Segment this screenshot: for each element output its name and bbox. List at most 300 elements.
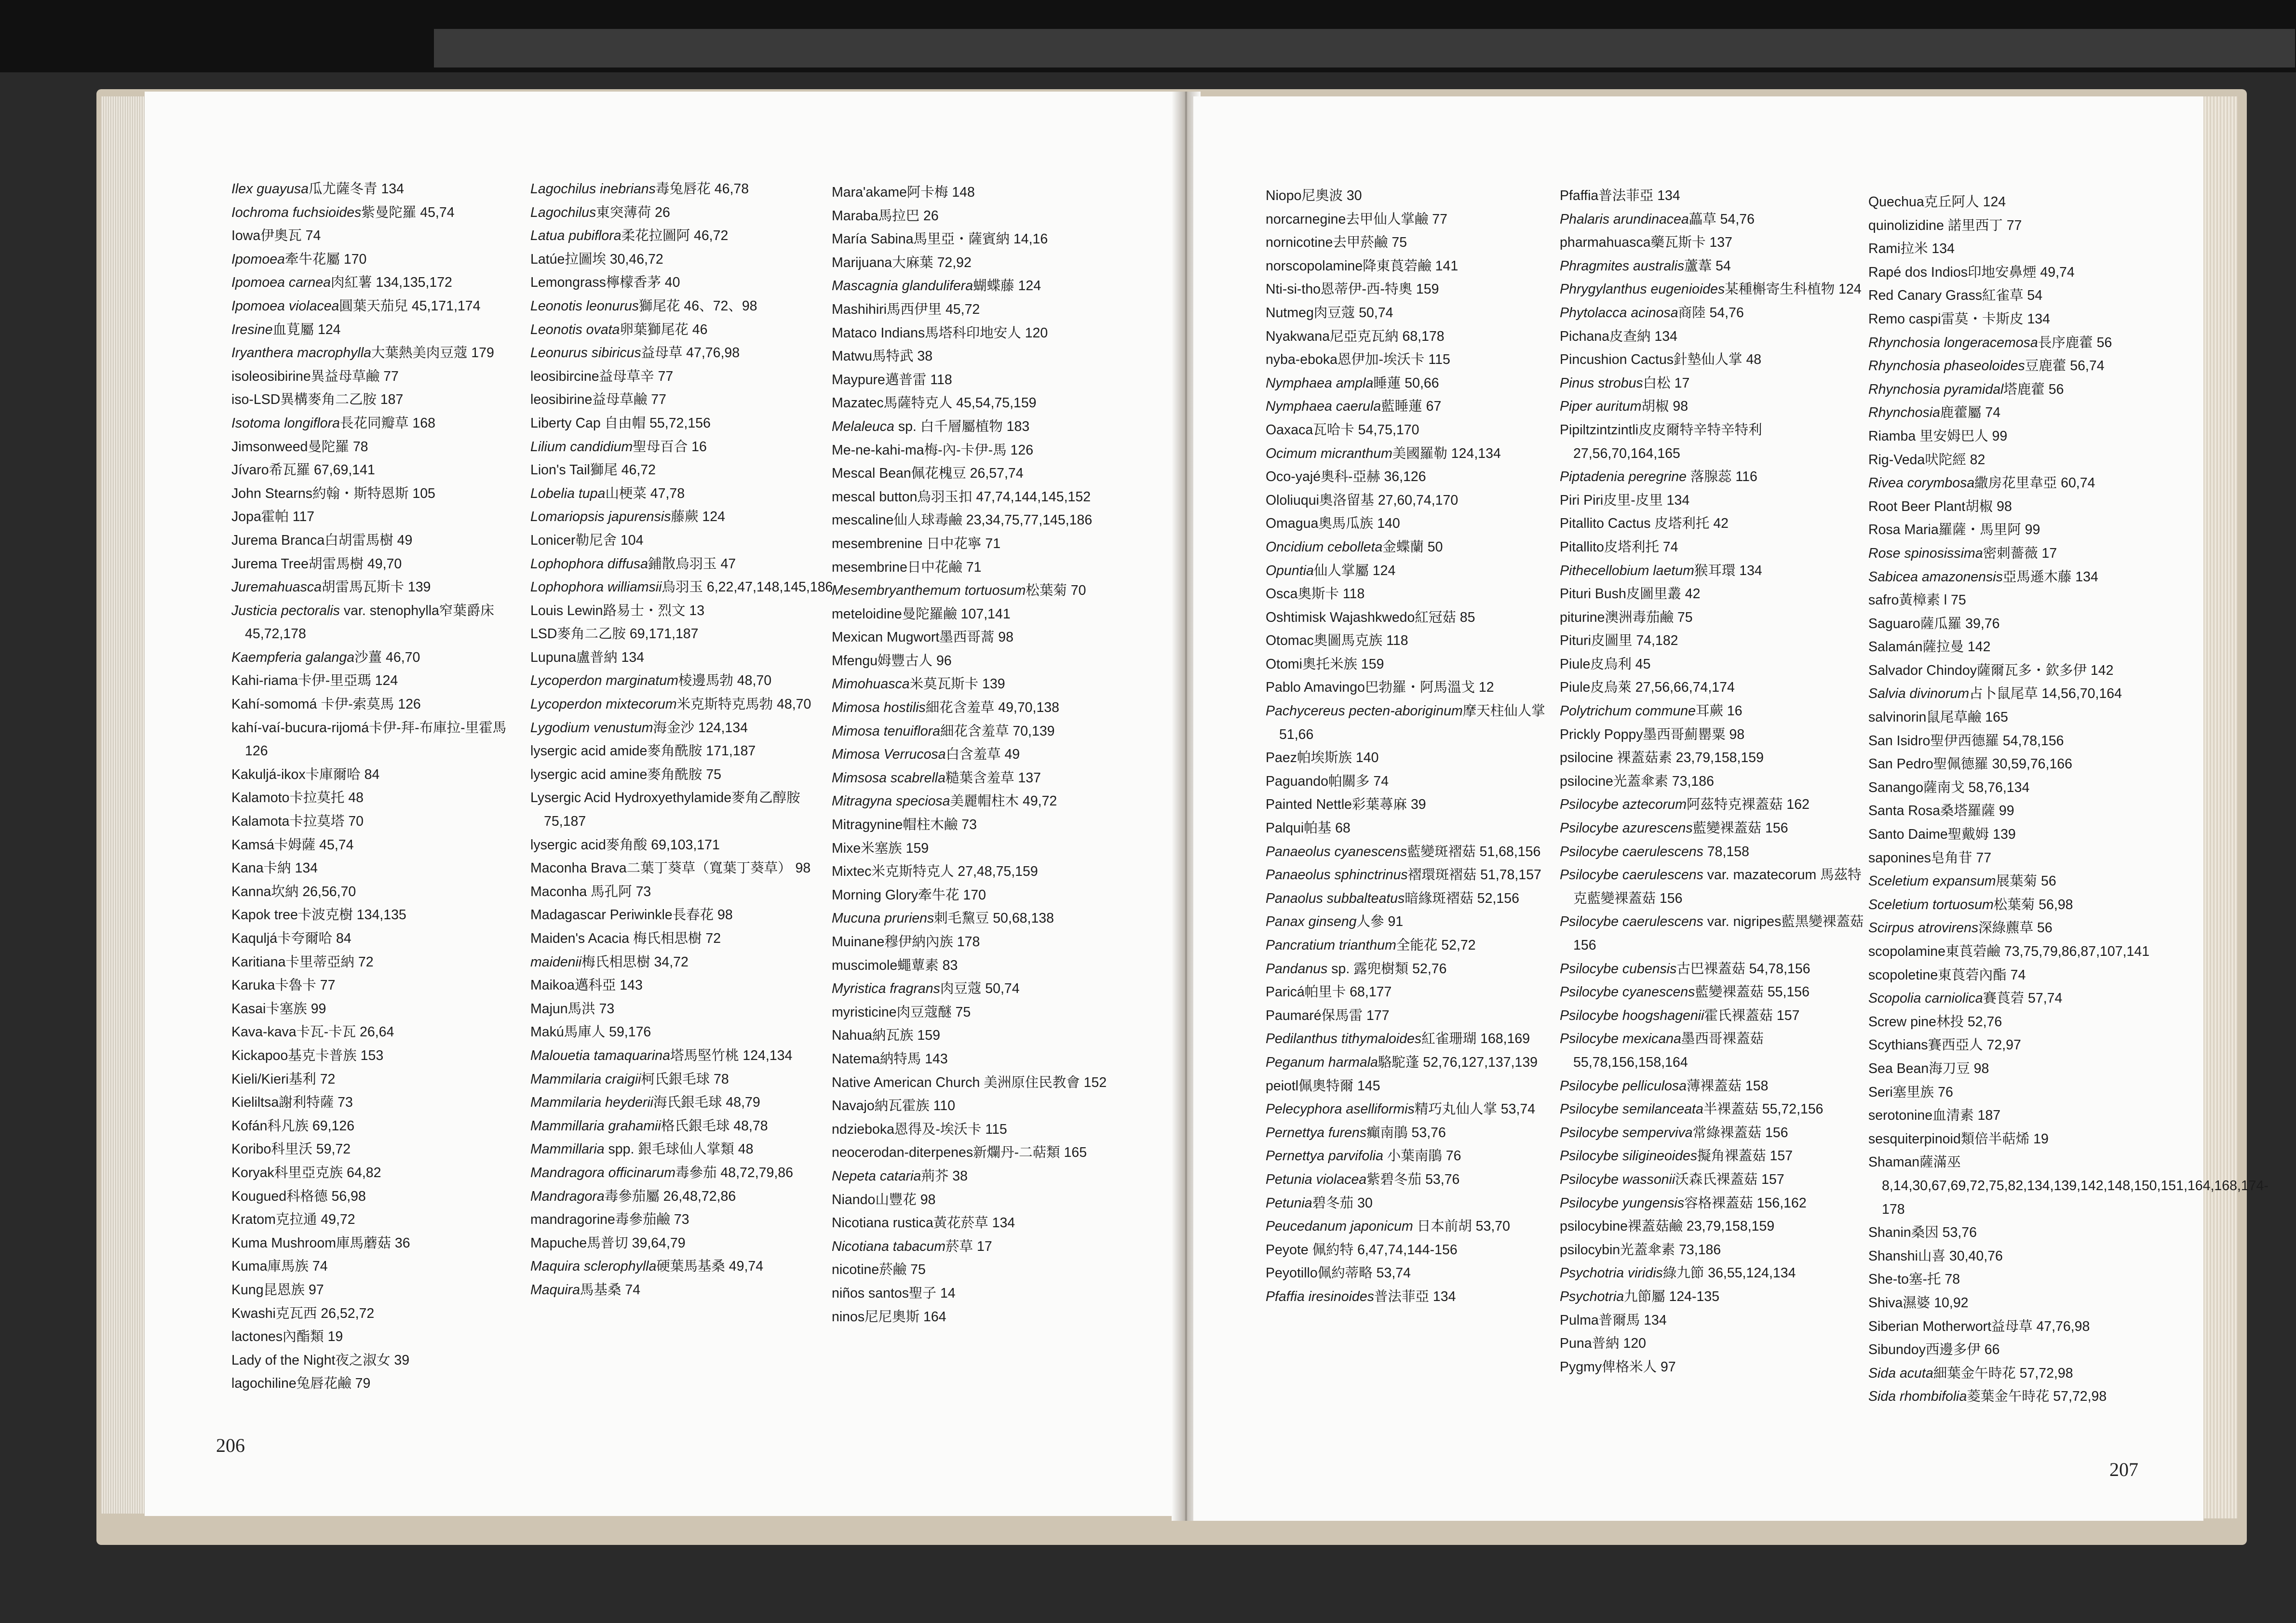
latin-name: Ilex guayusa	[231, 181, 309, 197]
entry-text: 血莧屬 124	[272, 322, 341, 337]
entry-text: Native American Church 美洲原住民教會 152	[832, 1074, 1107, 1090]
entry-text: Santo Daime聖戴姆 139	[1868, 827, 2016, 843]
index-entry	[1868, 635, 2196, 659]
entry-text: 藍睡蓮 67	[1381, 399, 1442, 415]
entry-text: norscopolamine降東莨菪鹼 141	[1266, 258, 1459, 274]
index-entry	[1266, 699, 1560, 746]
entry-text: 瓜尤薩冬青 134	[309, 181, 405, 197]
entry-text: Navajo納瓦霍族 110	[832, 1098, 956, 1114]
index-entry	[530, 646, 839, 670]
latin-name: Phragmites australis	[1560, 258, 1685, 274]
entry-text: Kwashi克瓦西 26,52,72	[231, 1305, 375, 1321]
entry-text: Mara'akame阿卡梅 148	[832, 185, 975, 200]
latin-name: Lycoperdon marginatum	[530, 673, 678, 689]
entry-text: Scythians賽西亞人 72,97	[1868, 1037, 2021, 1053]
index-entry	[832, 626, 1169, 649]
entry-text: Oaxaca瓦哈卡 54,75,170	[1266, 422, 1419, 438]
entry-text: serotonine血清素 187	[1868, 1108, 2001, 1124]
entry-text: Mataco Indians馬塔科印地安人 120	[832, 325, 1048, 341]
entry-text: Koryak科里亞克族 64,82	[231, 1165, 381, 1180]
index-entry	[1560, 1027, 1868, 1074]
latin-name: Pelecyphora aselliformis	[1266, 1101, 1415, 1117]
index-column-4	[1266, 184, 1560, 1309]
entry-text: Paumaré保馬雷 177	[1266, 1007, 1390, 1023]
entry-text: 紫碧冬茄 53,76	[1366, 1171, 1460, 1187]
index-entry	[832, 509, 1169, 532]
index-entry	[832, 603, 1169, 626]
entry-text: Ololiuqui奧洛留基 27,60,74,170	[1266, 492, 1459, 508]
entry-text: 烏羽玉 6,22,47,148,145,186	[662, 579, 833, 595]
entry-text: Makú馬庫人 59,176	[530, 1024, 651, 1040]
latin-name: Iryanthera macrophylla	[231, 345, 371, 361]
entry-text: Kratom克拉通 49,72	[231, 1212, 355, 1228]
entry-text: Pincushion Cactus針墊仙人掌 48	[1560, 352, 1762, 368]
latin-name: Psychotria viridis	[1560, 1265, 1663, 1281]
entry-text: 落腺蕊 116	[1687, 469, 1757, 485]
entry-text: Pitallito Cactus 皮塔利托 42	[1560, 516, 1729, 532]
entry-text: piturine澳洲毒茄鹼 75	[1560, 609, 1693, 625]
entry-text: Lion's Tail獅尾 46,72	[530, 462, 656, 478]
index-entry	[1560, 746, 1868, 770]
entry-text: 深綠藨草 56	[1978, 920, 2053, 936]
index-entry	[832, 1211, 1169, 1235]
latin-name: Mammillaria	[530, 1141, 605, 1157]
page-number-left: 206	[216, 1435, 245, 1456]
latin-name: Opuntia	[1266, 563, 1314, 578]
entry-text: lagochiline兔唇花鹼 79	[231, 1376, 371, 1392]
latin-name: Mimsosa scabrella	[832, 770, 945, 786]
index-entry	[231, 1208, 530, 1232]
index-entry	[832, 1235, 1169, 1259]
index-entry	[530, 341, 839, 365]
entry-text: 繖房花里韋亞 60,74	[1974, 475, 2095, 491]
entry-text: Prickly Poppy墨西哥薊罌粟 98	[1560, 726, 1745, 742]
entry-text: 柔花拉圖阿 46,72	[621, 228, 729, 244]
latin-name: Psilocybe caerulescens	[1560, 844, 1703, 859]
entry-text: 碧冬茄 30	[1312, 1195, 1373, 1211]
entry-text: 藍變裸蓋菇 55,156	[1695, 984, 1810, 1000]
entry-text: sp. 白千層屬植物 183	[894, 418, 1030, 434]
entry-text: 占卜鼠尾草 14,56,70,164	[1969, 686, 2122, 702]
entry-text: John Stearns約翰・斯特恩斯 105	[231, 485, 435, 501]
latin-name: Leonurus sibiricus	[530, 345, 641, 361]
entry-text: var. nigripes藍黑變裸蓋菇 156	[1573, 914, 1864, 953]
entry-text: Piri Piri皮里-皮里 134	[1560, 492, 1690, 508]
index-column-6	[1868, 190, 2269, 1408]
index-entry	[832, 485, 1169, 509]
index-entry	[530, 435, 839, 459]
entry-text: meteloidine曼陀羅鹼 107,141	[832, 606, 1011, 622]
index-entry	[1560, 559, 1868, 583]
index-entry	[1266, 629, 1560, 653]
latin-name: Iochroma fuchsioides	[231, 204, 362, 220]
index-entry	[231, 388, 530, 412]
entry-text: Sea Bean海刀豆 98	[1868, 1060, 1989, 1076]
index-entry	[1266, 1027, 1560, 1051]
entry-text: 霍氏裸蓋菇 157	[1704, 1007, 1800, 1023]
index-entry	[1868, 565, 2196, 589]
index-entry	[530, 1255, 839, 1278]
index-entry	[530, 599, 839, 623]
latin-name: Lygodium venustum	[530, 720, 653, 736]
entry-text: var. mazatecorum 馬茲特克藍變裸蓋菇 156	[1573, 867, 1862, 906]
index-entry	[1868, 1081, 2196, 1104]
entry-text: 美國羅勒 124,134	[1392, 445, 1501, 461]
entry-text: Kaquljá卡夸爾哈 84	[231, 931, 351, 946]
index-entry	[530, 974, 839, 997]
index-entry	[832, 251, 1169, 275]
index-entry	[1560, 817, 1868, 840]
entry-text: Sibundoy西邊多伊 66	[1868, 1342, 2000, 1358]
index-entry	[1868, 448, 2196, 472]
index-entry	[1868, 1010, 2196, 1034]
index-entry	[1266, 793, 1560, 817]
index-entry	[530, 1138, 839, 1161]
latin-name: Psychotria	[1560, 1288, 1624, 1304]
index-entry	[832, 1094, 1169, 1118]
index-entry	[530, 412, 839, 435]
index-entry	[1266, 910, 1560, 934]
index-entry	[832, 860, 1169, 884]
entry-text: myristicine肉豆蔻醚 75	[832, 1004, 971, 1020]
index-entry	[1868, 1338, 2196, 1362]
entry-text: 塔鹿藿 56	[2003, 381, 2064, 397]
index-entry	[1868, 237, 2196, 261]
entry-text: 柯氏銀毛球 78	[641, 1071, 729, 1087]
entry-text: Oshtimisk Wajashkwedo紅冠菇 85	[1266, 609, 1475, 625]
entry-text: 聖母百合 16	[633, 439, 707, 455]
index-entry	[1266, 184, 1560, 208]
index-entry	[832, 532, 1169, 556]
index-entry	[1266, 1004, 1560, 1028]
entry-text: Kakuljá-ikox卡庫爾哈 84	[231, 766, 380, 782]
entry-text: Natema納特馬 143	[832, 1051, 948, 1067]
index-entry	[1266, 582, 1560, 606]
entry-text: Pablo Amavingo巴勃羅・阿馬溫戈 12	[1266, 680, 1494, 696]
index-entry	[530, 1020, 839, 1044]
entry-text: Nti-si-tho恩蒂伊-西-特奧 159	[1266, 282, 1439, 297]
index-entry	[231, 529, 530, 552]
entry-text: Kahi-riama卡伊-里亞瑪 124	[231, 673, 398, 689]
index-entry	[1266, 348, 1560, 372]
index-entry	[231, 365, 530, 389]
index-entry	[530, 880, 839, 904]
index-entry	[530, 458, 839, 482]
index-entry	[832, 181, 1169, 204]
latin-name: Panax ginseng	[1266, 914, 1357, 930]
index-entry	[1266, 465, 1560, 489]
entry-text: Marijuana大麻葉 72,92	[832, 255, 972, 270]
entry-text: 駱駝蓬 52,76,127,137,139	[1378, 1054, 1538, 1070]
index-entry	[1868, 940, 2196, 964]
entry-text: Osca奧斯卡 118	[1266, 586, 1365, 602]
index-entry	[1560, 1168, 1868, 1192]
index-entry	[1560, 418, 1868, 465]
latin-name: Rhynchosia	[1868, 405, 1940, 421]
entry-text: Mazatec馬薩特克人 45,54,75,159	[832, 395, 1037, 411]
index-entry	[1868, 1362, 2196, 1385]
latin-name: Panaolus subbalteatus	[1266, 890, 1405, 906]
index-entry	[530, 482, 839, 506]
index-entry	[231, 903, 530, 927]
entry-text: 格氏銀毛球 48,78	[661, 1118, 768, 1134]
latin-name: Mammilaria heyderii	[530, 1095, 653, 1111]
entry-text: Omagua奧馬瓜族 140	[1266, 516, 1400, 532]
latin-name: Lophophora williamsii	[530, 579, 662, 595]
index-entry	[832, 884, 1169, 907]
entry-text: Otomac奧圖馬克族 118	[1266, 633, 1408, 649]
entry-text: Kickapoo基克卡普族 153	[231, 1047, 384, 1063]
entry-text: Oco-yajé奧科-亞赫 36,126	[1266, 469, 1426, 485]
index-entry	[832, 298, 1169, 322]
index-entry	[1868, 284, 2196, 308]
latin-name: Kaempferia galanga	[231, 649, 355, 665]
index-entry	[530, 1278, 839, 1302]
entry-text: 獅尾花 46、72、98	[639, 298, 757, 314]
entry-text: Kalamota卡拉莫塔 70	[231, 814, 364, 830]
index-entry	[1560, 723, 1868, 747]
entry-text: Rapé dos Indios印地安鼻煙 49,74	[1868, 264, 2075, 280]
entry-text: 白含羞草 49	[945, 747, 1020, 763]
index-entry	[231, 693, 530, 716]
latin-name: Psilocybe cubensis	[1560, 961, 1677, 977]
entry-text: 肉紅薯 134,135,172	[330, 275, 452, 291]
latin-name: Pachycereus pecten-aboriginum	[1266, 703, 1463, 719]
index-column-1	[231, 177, 530, 1395]
entry-text: 大葉熱美肉豆蔻 179	[371, 345, 494, 361]
entry-text: Kanna坎納 26,56,70	[231, 884, 356, 899]
latin-name: Pfaffia iresinoides	[1266, 1288, 1374, 1304]
entry-text: 松葉菊 70	[1026, 583, 1086, 599]
entry-text: 海氏銀毛球 48,79	[653, 1095, 760, 1111]
entry-text: Kung昆恩族 97	[231, 1282, 324, 1298]
right-page	[1193, 96, 2269, 1521]
index-entry	[1560, 770, 1868, 793]
index-entry	[1868, 1151, 2269, 1221]
latin-name: Nicotiana tabacum	[832, 1238, 946, 1254]
entry-text: 鹿藿屬 74	[1940, 405, 2001, 421]
index-entry	[231, 248, 530, 271]
index-entry	[1560, 395, 1868, 418]
index-entry	[832, 228, 1169, 251]
latin-name: Maquira	[530, 1282, 580, 1298]
latin-name: Mascagnia glandulifera	[832, 278, 973, 294]
entry-text: 海金沙 124,134	[653, 720, 748, 736]
entry-text: Shanin桑因 53,76	[1868, 1225, 1977, 1241]
entry-text: Kougued科格德 56,98	[231, 1188, 366, 1204]
index-column-5	[1560, 184, 1868, 1379]
entry-text: 鋪散烏羽玉 47	[648, 556, 736, 572]
latin-name: Mimosa hostilis	[832, 700, 926, 716]
entry-text: salvinorin鼠尾草鹼 165	[1868, 710, 2008, 725]
entry-text: scopolamine東莨菪鹼 73,75,79,86,87,107,141	[1868, 944, 2150, 959]
index-entry	[832, 954, 1169, 978]
index-entry	[832, 1047, 1169, 1071]
index-entry	[1560, 1215, 1868, 1238]
entry-text: Paguando帕關多 74	[1266, 773, 1389, 789]
index-entry	[231, 1068, 530, 1091]
entry-text: Shanshi山喜 30,40,76	[1868, 1248, 2003, 1264]
entry-text: 常綠裸蓋菇 156	[1692, 1125, 1788, 1140]
latin-name: Phytolacca acinosa	[1560, 305, 1678, 321]
index-entry	[231, 271, 530, 295]
latin-name: Ipomoea	[231, 251, 285, 267]
index-entry	[832, 1258, 1169, 1282]
latin-name: Sida rhombifolia	[1868, 1389, 1967, 1405]
index-entry	[1560, 301, 1868, 325]
index-entry	[832, 368, 1169, 392]
latin-name: Mandragora officinarum	[530, 1165, 675, 1180]
entry-text: 阿茲特克裸蓋菇 162	[1686, 797, 1810, 813]
index-entry	[832, 1071, 1169, 1095]
latin-name: Piper auritum	[1560, 399, 1642, 415]
entry-text: 密刺薔薇 17	[1983, 545, 2057, 561]
entry-text: Me-ne-kahi-ma梅-內-卡伊-馬 126	[832, 442, 1034, 458]
index-entry	[530, 552, 839, 576]
entry-text: saponines皂角苷 77	[1868, 850, 1992, 866]
entry-text: spp. 銀毛球仙人掌類 48	[604, 1141, 754, 1157]
index-entry	[231, 1020, 530, 1044]
index-entry	[832, 345, 1169, 368]
index-entry	[530, 271, 839, 295]
index-entry	[1266, 442, 1560, 466]
latin-name: Juremahuasca	[231, 579, 322, 595]
latin-name: Lomariopsis japurensis	[530, 509, 671, 525]
index-entry	[530, 1091, 839, 1114]
index-entry	[832, 1165, 1169, 1188]
index-entry	[231, 1232, 530, 1255]
index-entry	[530, 997, 839, 1021]
entry-text: Lady of the Night夜之淑女 39	[231, 1352, 410, 1368]
index-entry	[1868, 542, 2196, 565]
index-entry	[1266, 1121, 1560, 1145]
entry-text: Maconha 馬孔阿 73	[530, 884, 651, 899]
entry-text: mandragorine毒參茄鹼 73	[530, 1212, 689, 1228]
entry-text: lactones內酯類 19	[231, 1329, 343, 1345]
index-entry	[231, 880, 530, 904]
entry-text: Kapok tree卡波克樹 134,135	[231, 907, 406, 923]
entry-text: 古巴裸蓋菇 54,78,156	[1676, 961, 1810, 977]
latin-name: Psilocybe aztecorum	[1560, 797, 1687, 813]
index-entry	[1560, 208, 1868, 231]
index-entry	[832, 1188, 1169, 1212]
entry-text: Pipiltzintzintli皮皮爾特辛特辛特利 27,56,70,164,165	[1560, 422, 1762, 461]
index-entry	[231, 857, 530, 880]
entry-text: Niopo尼奧波 30	[1266, 188, 1362, 203]
entry-text: She-to塞-托 78	[1868, 1272, 1960, 1288]
index-entry	[1266, 1098, 1560, 1121]
index-entry	[231, 974, 530, 997]
index-entry	[1868, 964, 2196, 987]
index-entry	[832, 322, 1169, 345]
index-entry	[1266, 231, 1560, 255]
index-entry	[832, 649, 1169, 673]
entry-text: Niando山豐花 98	[832, 1192, 936, 1207]
entry-text: 東突薄荷 26	[596, 204, 670, 220]
latin-name: Psilocybe yungensis	[1560, 1195, 1685, 1211]
entry-text: ninos尼尼奧斯 164	[832, 1309, 946, 1325]
latin-name: Polytrichum commune	[1560, 703, 1696, 719]
page-edges-right	[2199, 96, 2237, 1518]
entry-text: Puna普納 120	[1560, 1336, 1647, 1352]
index-entry	[1868, 893, 2196, 917]
index-entry	[530, 1114, 839, 1138]
index-entry	[231, 552, 530, 576]
latin-name: Sida acuta	[1868, 1365, 1933, 1381]
index-entry	[530, 1185, 839, 1208]
latin-name: Lagochilus	[530, 204, 596, 220]
entry-text: Mescal Bean佩花槐豆 26,57,74	[832, 466, 1024, 482]
entry-text: Salvador Chindoy薩爾瓦多・欽多伊 142	[1868, 662, 2114, 678]
index-entry	[832, 1001, 1169, 1024]
index-entry	[1868, 706, 2196, 729]
latin-name: Pithecellobium laetum	[1560, 563, 1694, 578]
index-entry	[231, 177, 530, 201]
index-entry	[832, 391, 1169, 415]
index-entry	[1560, 1121, 1868, 1145]
entry-text: 白松 17	[1643, 375, 1690, 391]
entry-text: María Sabina馬里亞・薩賓納 14,16	[832, 231, 1048, 247]
index-entry	[832, 977, 1169, 1001]
entry-text: 褶環斑褶菇 51,78,157	[1407, 867, 1541, 883]
latin-name: Lophophora diffusa	[530, 556, 648, 572]
index-entry	[1560, 699, 1868, 723]
entry-text: 梅氏相思樹 34,72	[581, 954, 689, 970]
entry-text: Kana卡納 134	[231, 860, 318, 876]
index-entry	[1560, 489, 1868, 512]
entry-text: 肉豆蔻 50,74	[940, 981, 1020, 997]
latin-name: Mammillaria grahamii	[530, 1118, 661, 1134]
index-entry	[1266, 676, 1560, 699]
index-entry	[832, 556, 1169, 579]
latin-name: Psilocybe azurescens	[1560, 820, 1693, 836]
index-entry	[1266, 278, 1560, 301]
index-entry	[231, 412, 530, 435]
index-entry	[1868, 1268, 2196, 1291]
entry-text: 藟草 54,76	[1688, 211, 1755, 227]
index-entry	[1560, 536, 1868, 559]
latin-name: Peucedanum japonicum	[1266, 1219, 1413, 1234]
latin-name: Petunia violacea	[1266, 1171, 1367, 1187]
index-entry	[832, 1024, 1169, 1047]
entry-text: 藤蕨 124	[671, 509, 725, 525]
latin-name: Rivea corymbosa	[1868, 475, 1975, 491]
index-entry	[1266, 980, 1560, 1004]
entry-text: Nahua納瓦族 159	[832, 1028, 940, 1044]
index-entry	[1266, 489, 1560, 512]
entry-text: Morning Glory牽牛花 170	[832, 887, 986, 903]
index-entry	[1868, 752, 2196, 776]
entry-text: niños santos聖子 14	[832, 1285, 956, 1301]
index-entry	[1266, 512, 1560, 536]
entry-text: 圓葉天茄兒 45,171,174	[339, 298, 481, 314]
index-entry	[1560, 1285, 1868, 1309]
index-entry	[1266, 325, 1560, 349]
entry-text: 日本前胡 53,70	[1413, 1219, 1510, 1234]
entry-text: ndzieboka恩得及-埃沃卡 115	[832, 1121, 1007, 1137]
entry-text: Mapuche馬普切 39,64,79	[530, 1235, 686, 1251]
latin-name: Ipomoea violacea	[231, 298, 339, 314]
index-entry	[1868, 612, 2196, 636]
index-entry	[1560, 348, 1868, 372]
entry-text: muscimole蠅蕈素 83	[832, 957, 958, 973]
index-entry	[1266, 559, 1560, 583]
entry-text: peiotl佩奧特爾 145	[1266, 1078, 1380, 1094]
latin-name: Iresine	[231, 322, 273, 337]
index-entry	[1266, 863, 1560, 887]
index-entry	[231, 482, 530, 506]
latin-name: Psilocybe semilanceata	[1560, 1101, 1703, 1117]
